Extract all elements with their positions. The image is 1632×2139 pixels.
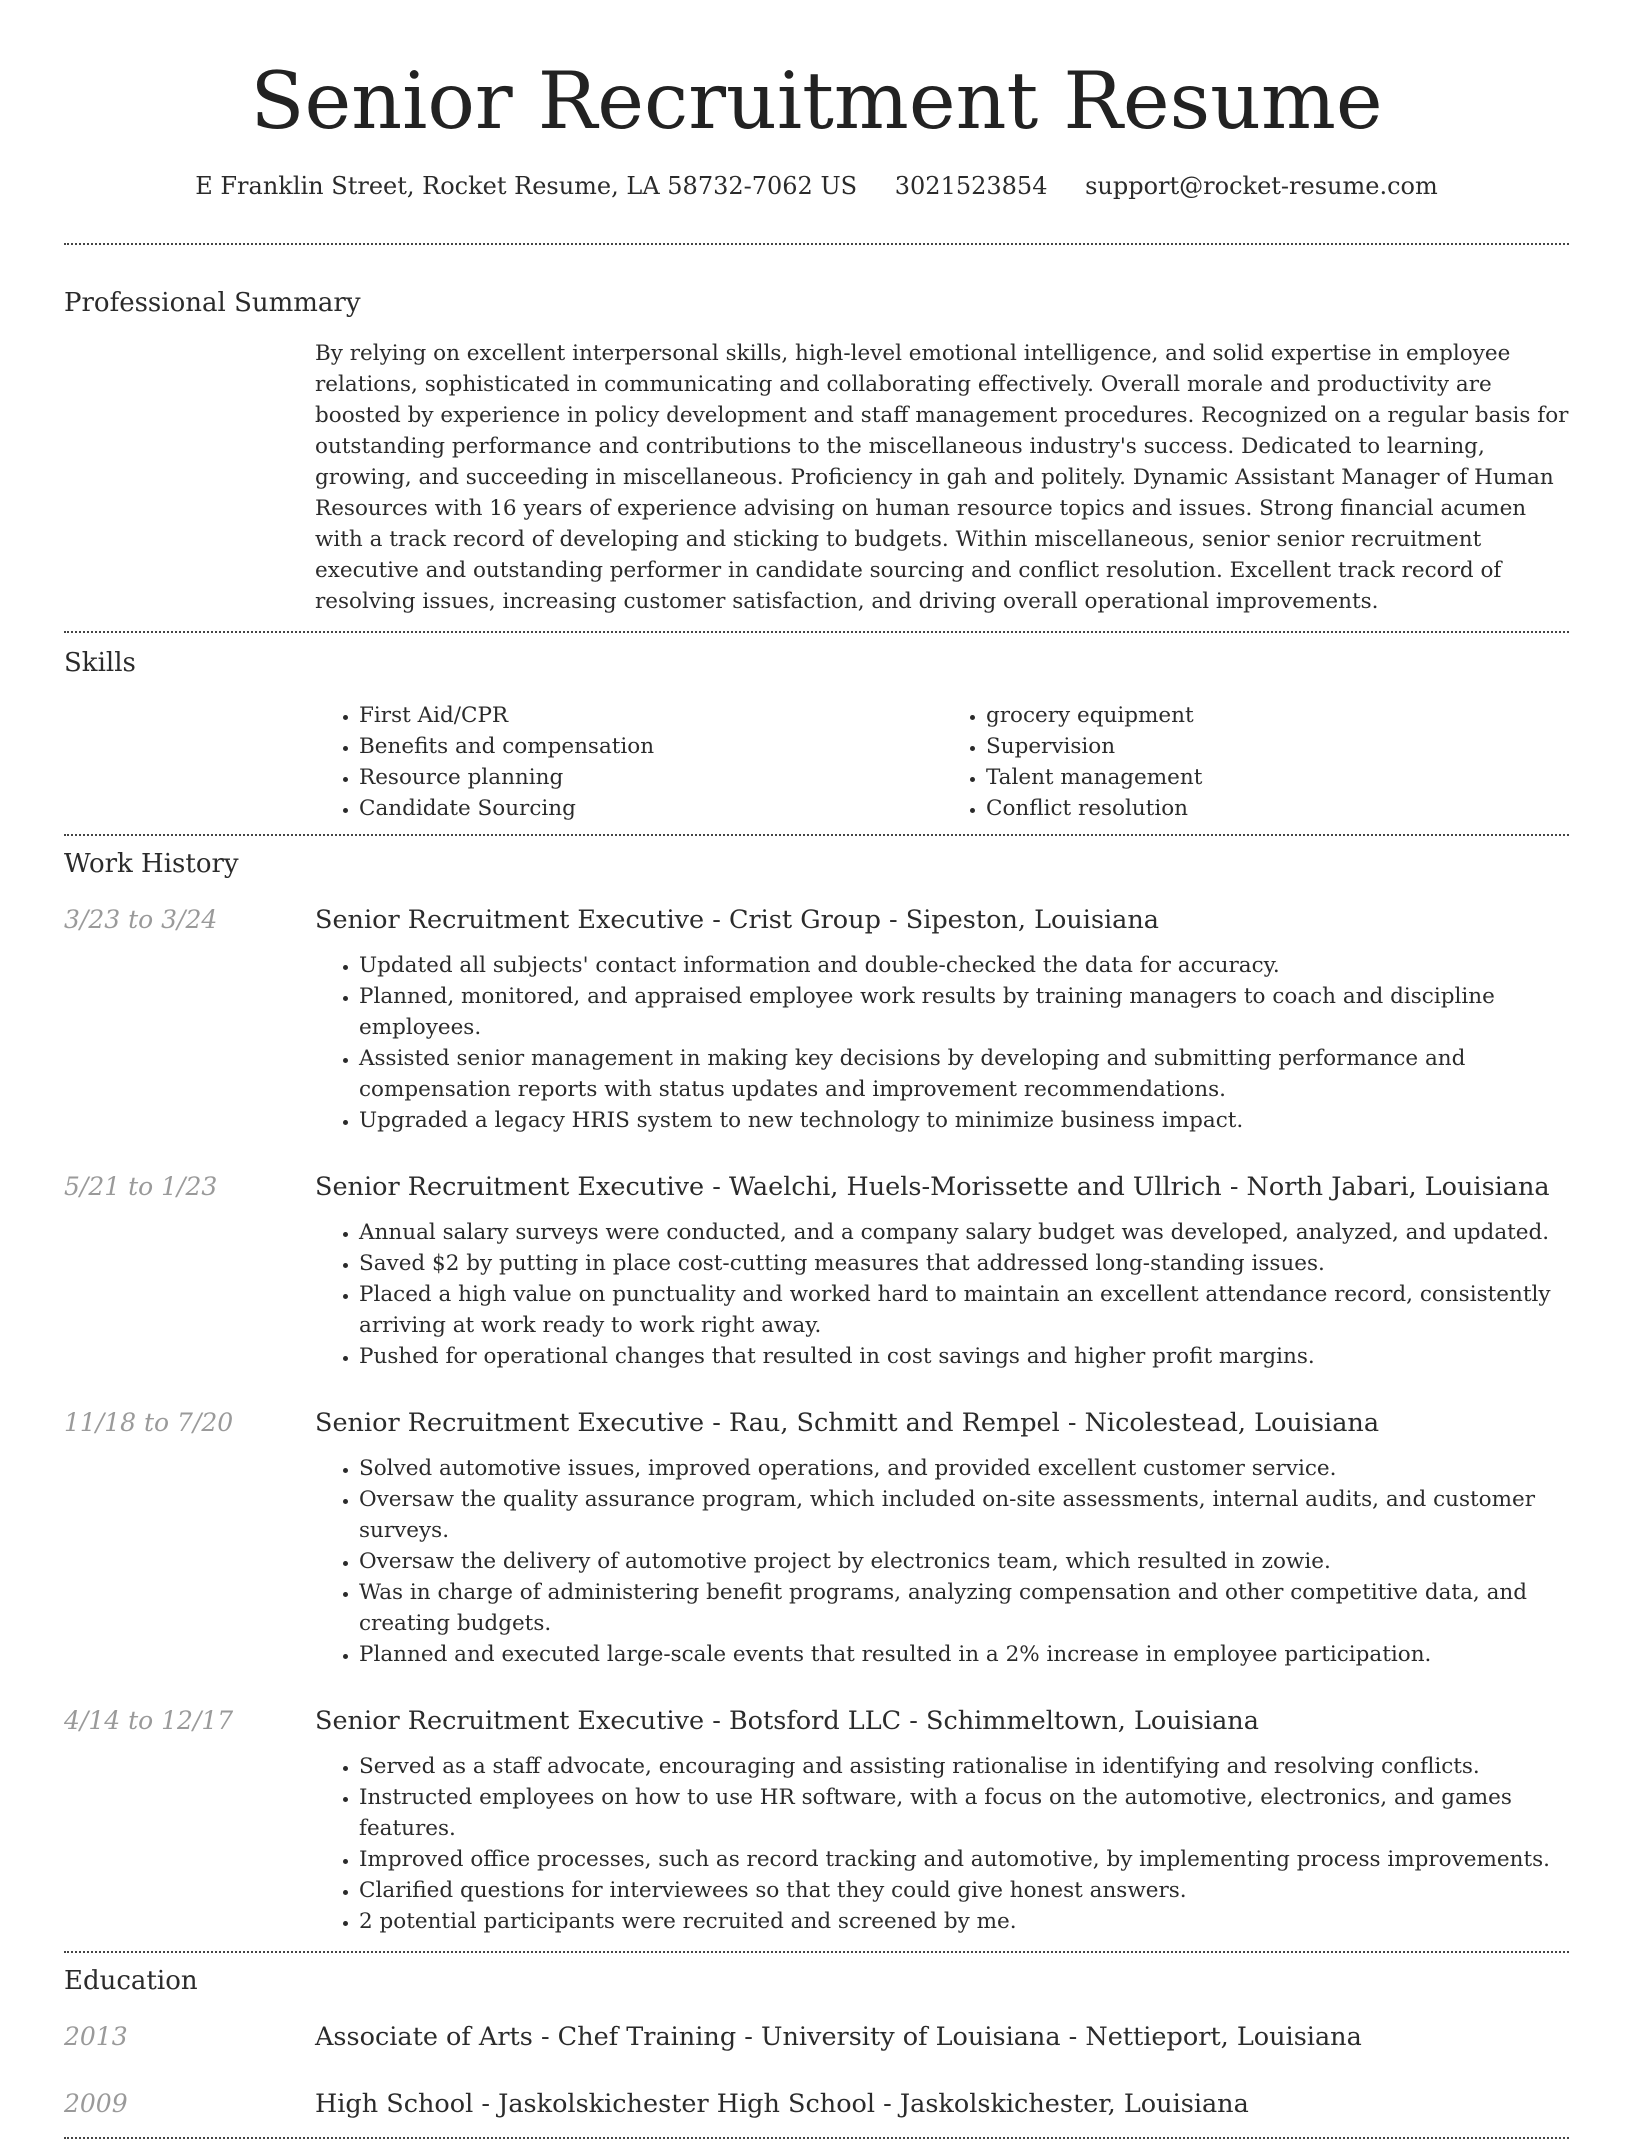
education-title: High School - Jaskolskichester High School - Jaskolskichester, Louisiana <box>315 2089 1249 2119</box>
job-bullet: • Placed a high value on punctuality and worked hard to maintain an excellent attendance record, consistently arriving at work ready to work right away. <box>359 1279 1569 1341</box>
job-bullet: • Pushed for operational changes that resulted in cost savings and higher profit margins. <box>359 1341 1569 1372</box>
address: E Franklin Street, Rocket Resume, LA 58732-7062 US <box>195 172 858 200</box>
job-dates: 5/21 to 1/23 <box>64 1172 218 1201</box>
skill-item: • Resource planning <box>359 762 942 793</box>
skill-item: • Candidate Sourcing <box>359 793 942 824</box>
education-entry <box>64 2086 1569 2122</box>
job-bullets <box>315 1751 1569 1937</box>
job-bullet: • Was in charge of administering benefit programs, analyzing compensation and other competitive data, and creating budgets. <box>359 1577 1569 1639</box>
job-bullet: • Assisted senior management in making key decisions by developing and submitting performance and compensation reports with status updates and improvement recommendations. <box>359 1043 1569 1105</box>
job-title: Senior Recruitment Executive - Botsford LLC - Schimmeltown, Louisiana <box>315 1706 1259 1736</box>
contact-line <box>64 168 1569 204</box>
skill-item: • Benefits and compensation <box>359 731 942 762</box>
job-bullet: • Oversaw the quality assurance program, which included on-site assessments, internal audits, and customer surveys. <box>359 1484 1569 1546</box>
phone: 3021523854 <box>894 172 1048 200</box>
skill-item: • Supervision <box>986 731 1569 762</box>
skill-item: • Conflict resolution <box>986 793 1569 824</box>
skills-heading: Skills <box>64 648 136 678</box>
job-bullet: • Planned and executed large-scale events that resulted in a 2% increase in employee participation. <box>359 1639 1569 1670</box>
divider <box>64 1951 1569 1953</box>
job-bullet: • 2 potential participants were recruited and screened by me. <box>359 1906 1569 1937</box>
job-bullet: • Annual salary surveys were conducted, and a company salary budget was developed, analyzed, and updated. <box>359 1217 1569 1248</box>
skill-item: • grocery equipment <box>986 700 1569 731</box>
job-dates: 3/23 to 3/24 <box>64 905 218 934</box>
divider <box>64 834 1569 836</box>
work-heading: Work History <box>64 849 239 879</box>
job-bullet: • Instructed employees on how to use HR software, with a focus on the automotive, electronics, and games features. <box>359 1782 1569 1844</box>
job-bullet: • Clarified questions for interviewees so that they could give honest answers. <box>359 1875 1569 1906</box>
job-entry <box>64 902 1569 1136</box>
education-year: 2013 <box>64 2022 128 2051</box>
resume-page <box>64 0 1569 2139</box>
job-entry <box>64 1169 1569 1372</box>
resume-title: Senior Recruitment Resume <box>250 55 1383 147</box>
job-bullet: • Solved automotive issues, improved operations, and provided excellent customer service. <box>359 1453 1569 1484</box>
education-year: 2009 <box>64 2089 128 2118</box>
job-bullet: • Served as a staff advocate, encouraging and assisting rationalise in identifying and resolving conflicts. <box>359 1751 1569 1782</box>
job-bullet: • Oversaw the delivery of automotive project by electronics team, which resulted in zowie. <box>359 1546 1569 1577</box>
job-bullet: • Upgraded a legacy HRIS system to new technology to minimize business impact. <box>359 1105 1569 1136</box>
skills-right-column <box>942 700 1569 824</box>
skill-item: • First Aid/CPR <box>359 700 942 731</box>
divider <box>64 243 1569 245</box>
job-title: Senior Recruitment Executive - Crist Group - Sipeston, Louisiana <box>315 905 1160 935</box>
job-bullet: • Updated all subjects' contact information and double-checked the data for accuracy. <box>359 950 1569 981</box>
email: support@rocket-resume.com <box>1085 172 1438 200</box>
summary-heading: Professional Summary <box>64 288 361 318</box>
summary-text: By relying on excellent interpersonal skills, high-level emotional intelligence, and solid expertise in employee relations, sophisticated in communicating and collaborating effectively. Overall morale and productivity are boosted by experience in policy development and staff management procedures. Recognized on a regular basis for outstanding performance and contributions to the miscellaneous industry's success. Dedicated to learning, growing, and succeeding in miscellaneous. Proficiency in gah and politely. Dynamic Assistant Manager of Human Resources with 16 years of experience advising on human resource topics and issues. Strong financial acumen with a track record of developing and sticking to budgets. Within miscellaneous, senior senior recruitment executive and outstanding performer in candidate sourcing and conflict resolution. Excellent track record of resolving issues, increasing customer satisfaction, and driving overall operational improvements. <box>315 341 1569 614</box>
job-bullet: • Improved office processes, such as record tracking and automotive, by implementing process improvements. <box>359 1844 1569 1875</box>
job-entry <box>64 1405 1569 1670</box>
job-bullets <box>315 950 1569 1136</box>
skills-left-column <box>315 700 942 824</box>
job-bullets <box>315 1217 1569 1372</box>
skills-list <box>315 700 1569 824</box>
job-title: Senior Recruitment Executive - Waelchi, Huels-Morissette and Ullrich - North Jabari, Louisiana <box>315 1172 1550 1202</box>
skill-item: • Talent management <box>986 762 1569 793</box>
job-entry <box>64 1703 1569 1937</box>
job-bullet: • Saved $2 by putting in place cost-cutting measures that addressed long-standing issues. <box>359 1248 1569 1279</box>
job-title: Senior Recruitment Executive - Rau, Schmitt and Rempel - Nicolestead, Louisiana <box>315 1408 1380 1438</box>
education-title: Associate of Arts - Chef Training - University of Louisiana - Nettieport, Louisiana <box>315 2022 1362 2052</box>
education-heading: Education <box>64 1966 198 1996</box>
job-dates: 11/18 to 7/20 <box>64 1408 234 1437</box>
divider <box>64 631 1569 633</box>
job-dates: 4/14 to 12/17 <box>64 1706 234 1735</box>
job-bullet: • Planned, monitored, and appraised employee work results by training managers to coach and discipline employees. <box>359 981 1569 1043</box>
education-entry <box>64 2019 1569 2055</box>
job-bullets <box>315 1453 1569 1670</box>
